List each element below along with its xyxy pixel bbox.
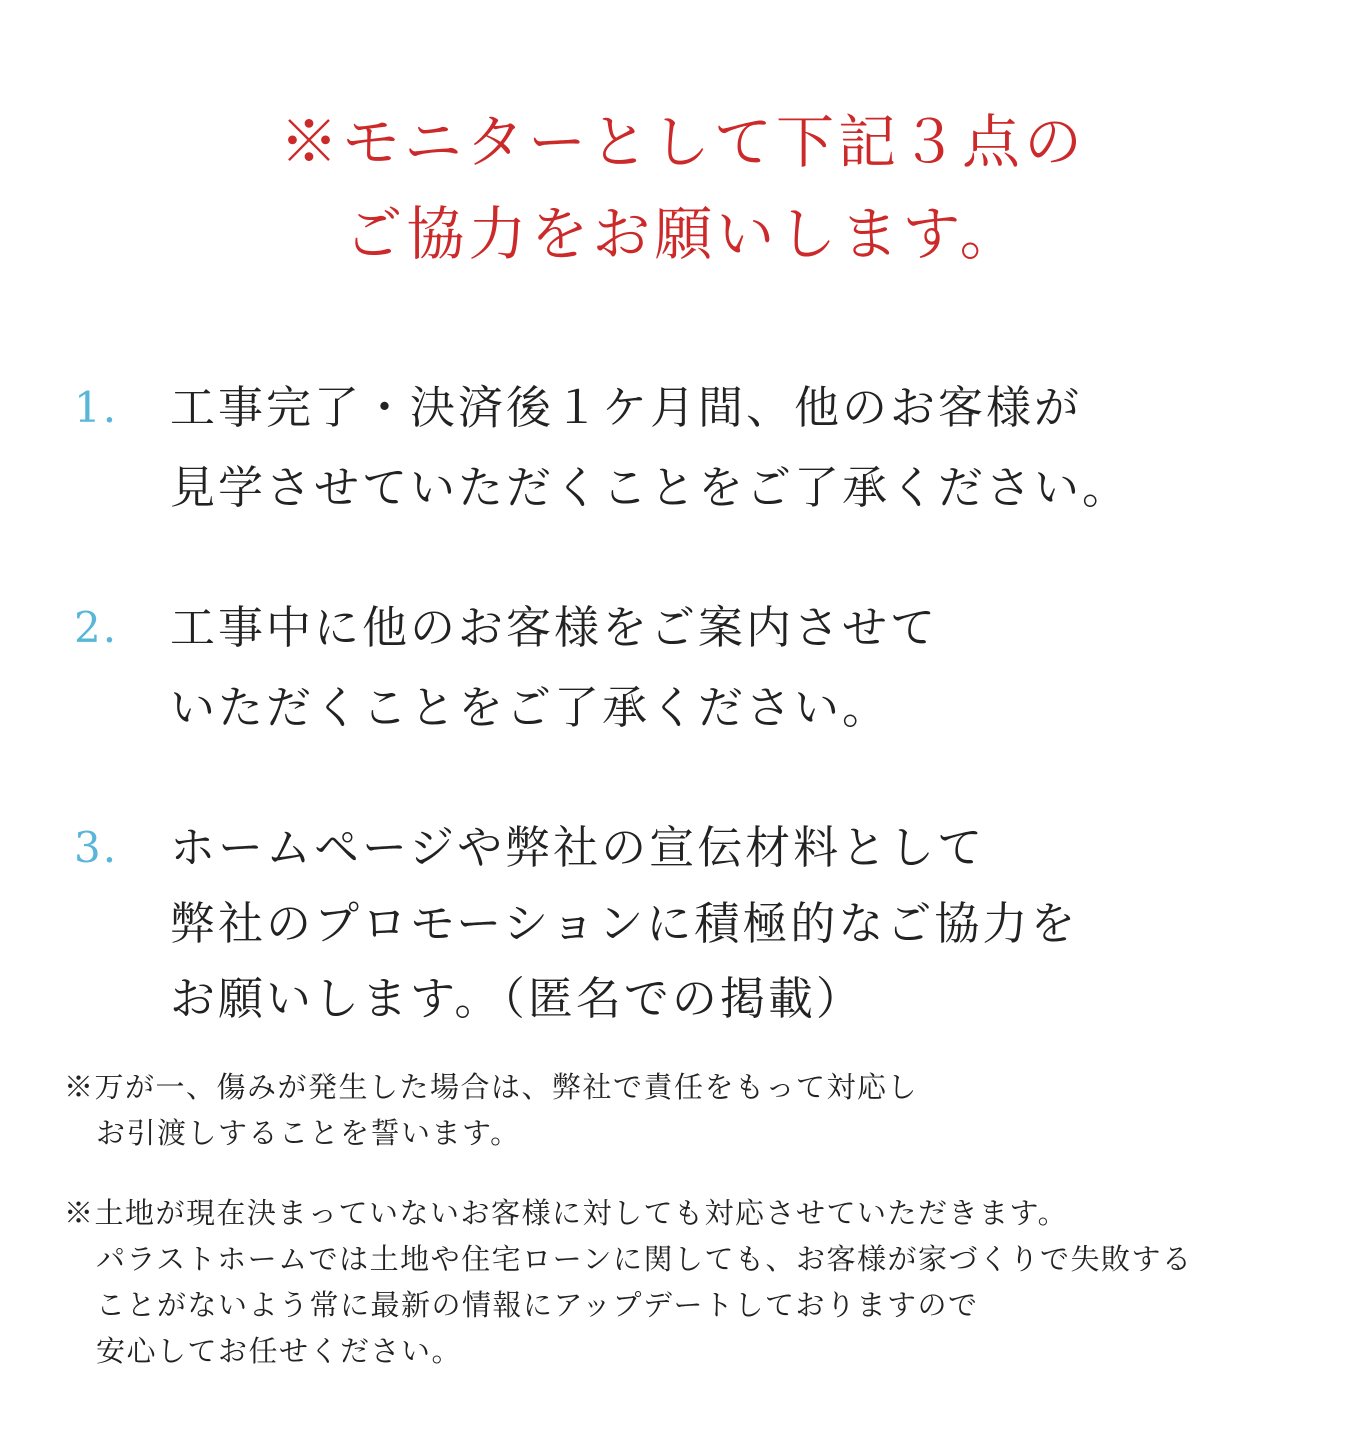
item-3-line-3: お願いします。（匿名での掲載） xyxy=(170,972,864,1025)
heading-line-1: ※モニターとして下記３点の xyxy=(279,108,1086,176)
note-2-line-4: 安心してお任せください。 xyxy=(96,1334,463,1368)
item-1-number: 1. xyxy=(74,383,119,432)
item-2-line-2: いただくことをご了承ください。 xyxy=(170,681,891,734)
note-1-line-1: ※万が一、傷みが発生した場合は、弊社で責任をもって対応し xyxy=(64,1070,919,1104)
note-2-line-2: パラストホームでは土地や住宅ローンに関しても、お客様が家づくりで失敗する xyxy=(96,1242,1193,1276)
note-2-line-1: ※土地が現在決まっていないお客様に対しても対応させていただきます。 xyxy=(64,1196,1069,1230)
item-2-number: 2. xyxy=(74,603,119,652)
note-1-line-2: お引渡しすることを誓います。 xyxy=(96,1116,521,1150)
item-1-line-1: 工事完了・決済後１ケ月間、他のお客様が xyxy=(170,381,1083,434)
item-3-line-2: 弊社のプロモーションに積極的なご協力を xyxy=(170,897,1079,950)
item-1-line-2: 見学させていただくことをご了承ください。 xyxy=(170,461,1131,514)
heading-line-2: ご協力をお願いします。 xyxy=(344,200,1022,268)
item-2-line-1: 工事中に他のお客様をご案内させて xyxy=(170,601,939,654)
note-2-line-3: ことがないよう常に最新の情報にアップデートしておりますので xyxy=(96,1288,979,1322)
item-3-number: 3. xyxy=(74,823,119,872)
item-3-line-1: ホームページや弊社の宣伝材料として xyxy=(170,821,986,874)
